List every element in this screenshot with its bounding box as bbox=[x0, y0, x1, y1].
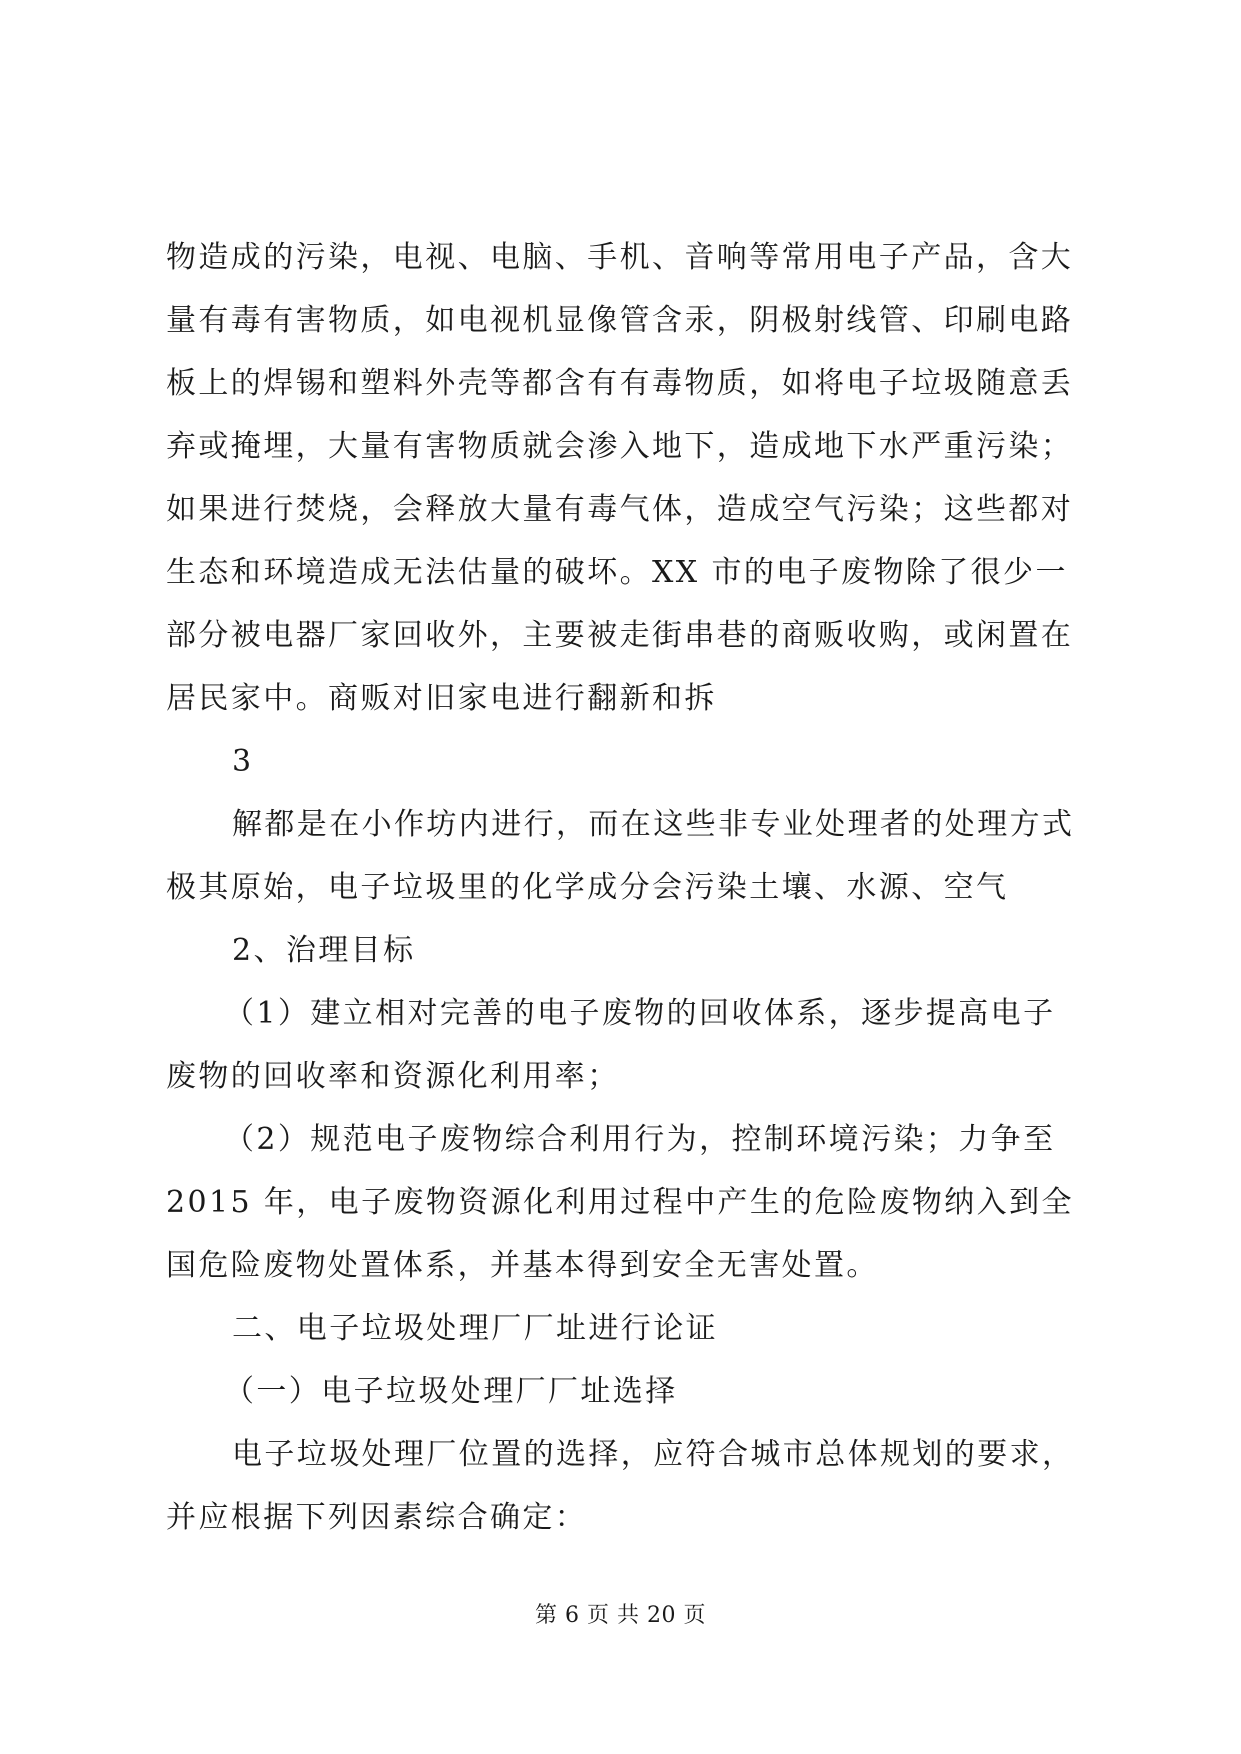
text-line: 电子垃圾处理厂位置的选择，应符合城市总体规划的要求， bbox=[232, 1437, 1075, 1472]
text-line: 极其原始，电子垃圾里的化学成分会污染土壤、水源、空气 bbox=[166, 870, 1009, 905]
text-line: 解都是在小作坊内进行，而在这些非专业处理者的处理方式 bbox=[232, 807, 1075, 842]
page-fragment-number: 3 bbox=[232, 744, 254, 779]
text-line: 废物的回收率和资源化利用率； bbox=[166, 1059, 620, 1094]
list-item: （2）规范电子废物综合利用行为，控制环境污染；力争至 bbox=[224, 1122, 1056, 1157]
document-body bbox=[166, 226, 1086, 1549]
section-heading: 二、电子垃圾处理厂厂址进行论证 bbox=[232, 1311, 718, 1346]
text-line: 弃或掩埋，大量有害物质就会渗入地下，造成地下水严重污染； bbox=[166, 429, 1074, 464]
text-line: 板上的焊锡和塑料外壳等都含有有毒物质，如将电子垃圾随意丢 bbox=[166, 366, 1074, 401]
text-line: 生态和环境造成无法估量的破坏。XX 市的电子废物除了很少一 bbox=[166, 555, 1068, 590]
text-line: 量有毒有害物质，如电视机显像管含汞，阴极射线管、印刷电路 bbox=[166, 303, 1074, 338]
text-line: 居民家中。商贩对旧家电进行翻新和拆 bbox=[166, 681, 717, 716]
page-footer: 第 6 页 共 20 页 bbox=[535, 1603, 706, 1628]
text-line: 国危险废物处置体系，并基本得到安全无害处置。 bbox=[166, 1248, 879, 1283]
text-line: 物造成的污染，电视、电脑、手机、音响等常用电子产品，含大 bbox=[166, 240, 1074, 275]
text-line: 2015 年，电子废物资源化利用过程中产生的危险废物纳入到全 bbox=[166, 1185, 1074, 1220]
subsection-heading: （一）电子垃圾处理厂厂址选择 bbox=[224, 1374, 678, 1409]
section-heading: 2、治理目标 bbox=[232, 933, 416, 968]
list-item: （1）建立相对完善的电子废物的回收体系，逐步提高电子 bbox=[224, 996, 1056, 1031]
text-line: 部分被电器厂家回收外，主要被走街串巷的商贩收购，或闲置在 bbox=[166, 618, 1074, 653]
text-line: 如果进行焚烧，会释放大量有毒气体，造成空气污染；这些都对 bbox=[166, 492, 1074, 527]
text-line: 并应根据下列因素综合确定： bbox=[166, 1500, 588, 1535]
